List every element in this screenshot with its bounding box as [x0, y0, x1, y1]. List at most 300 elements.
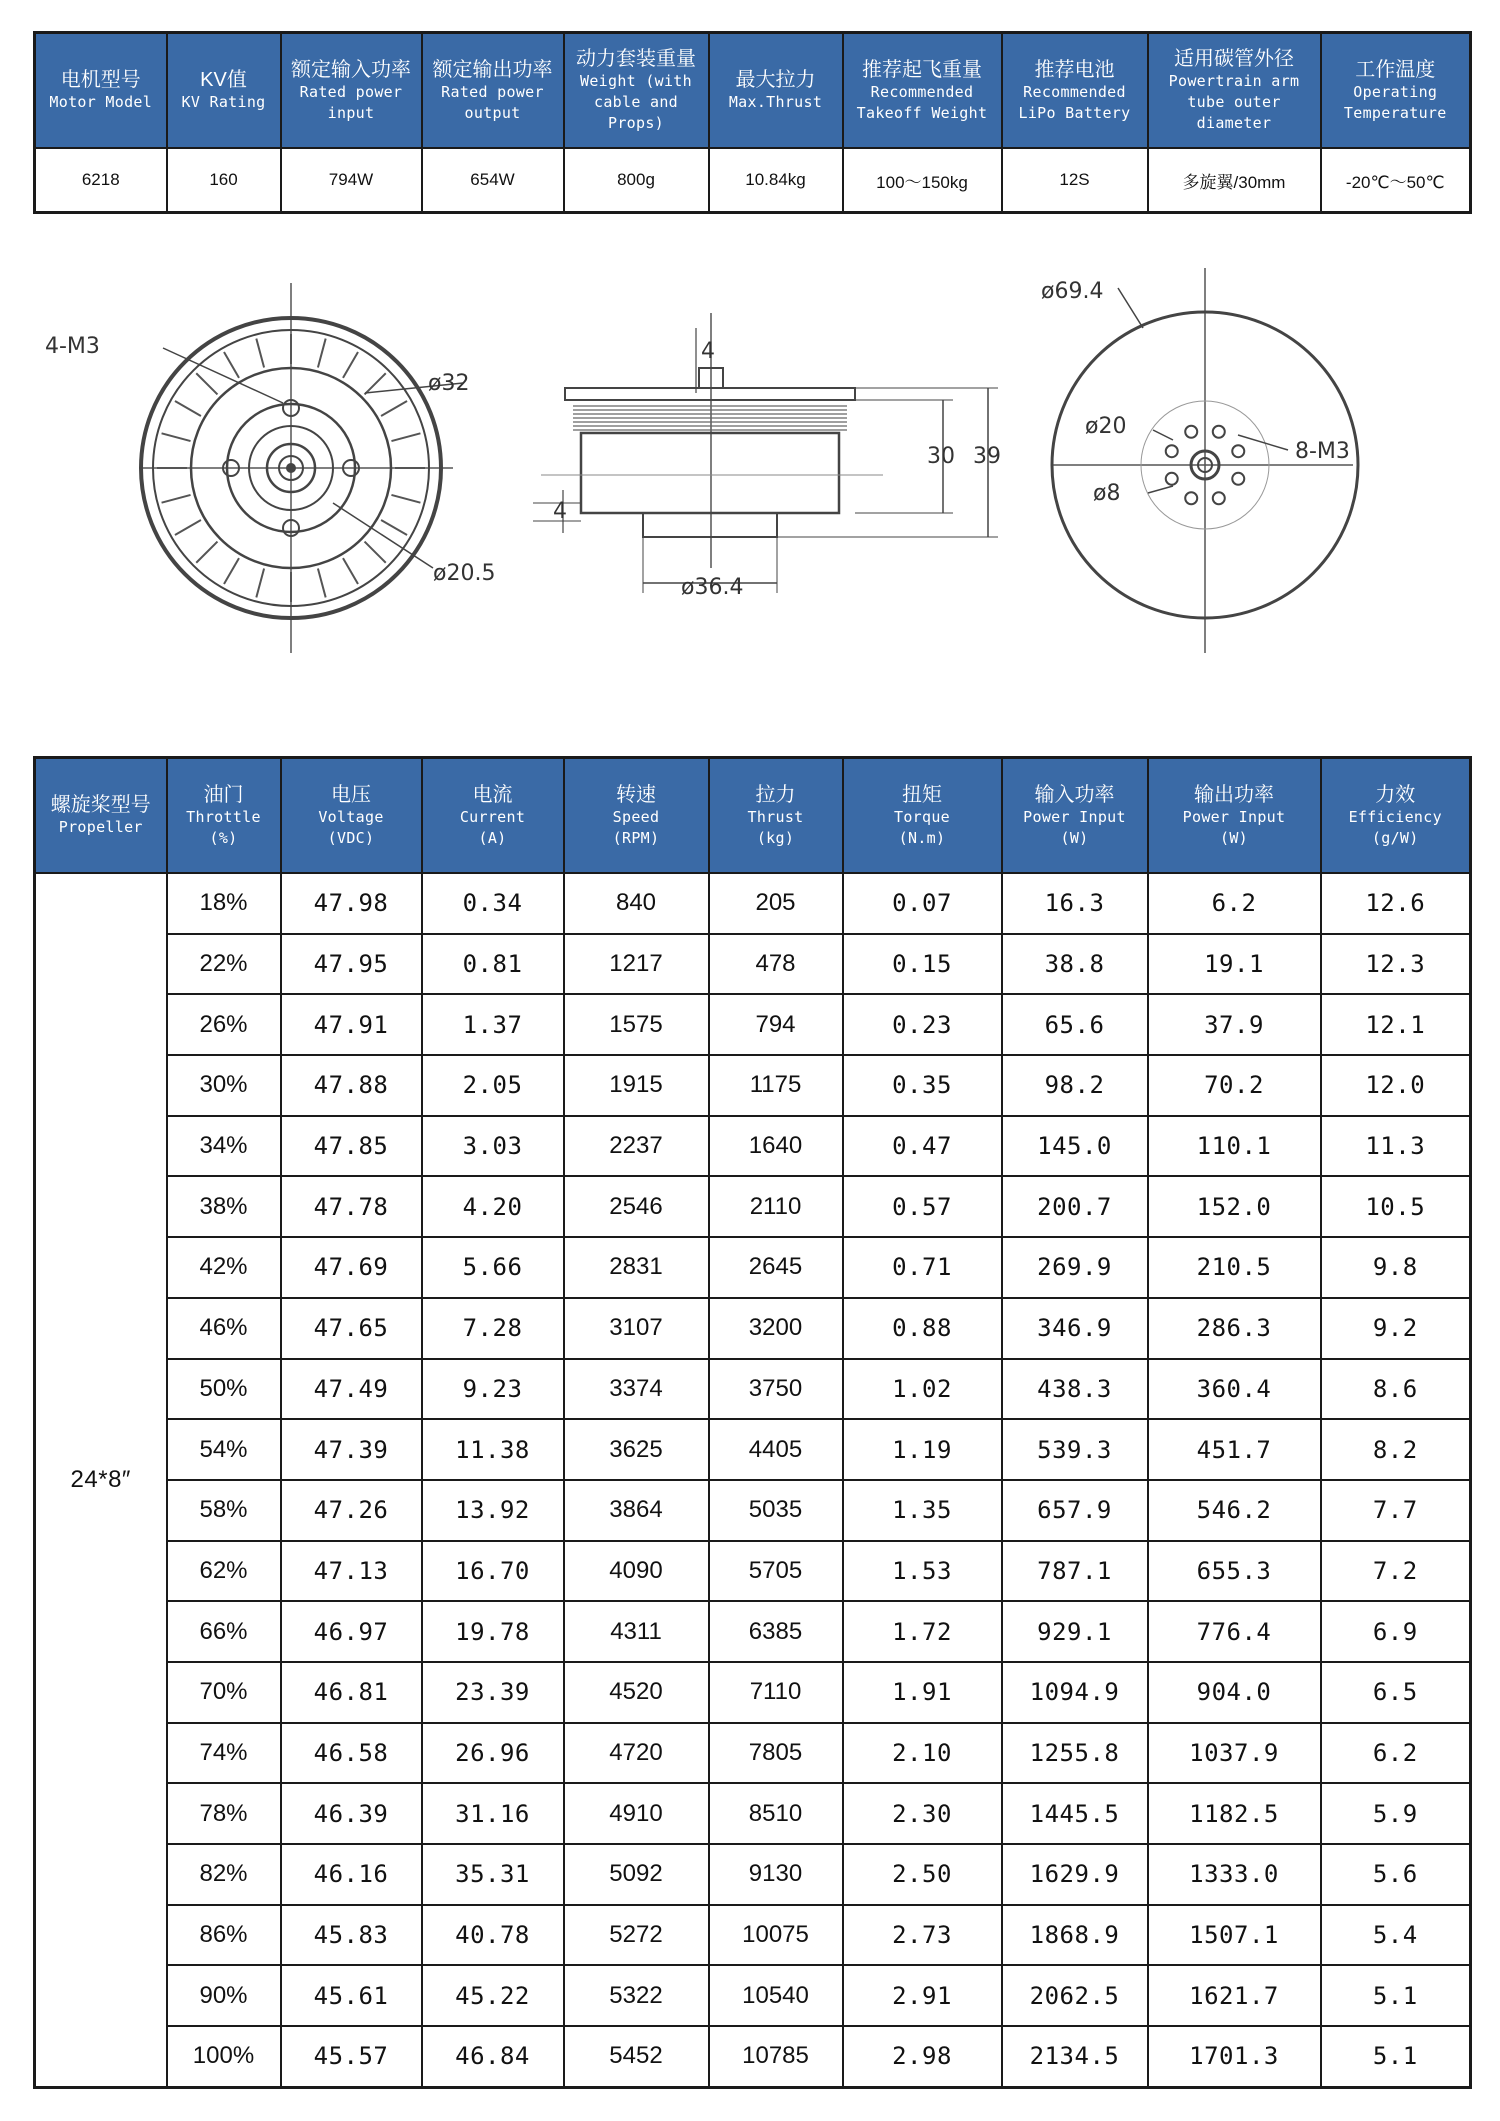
spec-header-cell	[1002, 33, 1148, 149]
front-d20-5-label: ø20.5	[433, 561, 496, 586]
stator-slot-line	[381, 520, 407, 535]
perf-header-cell	[564, 758, 709, 874]
table-cell: 3625	[564, 1419, 709, 1480]
spec-value-cell: 100～150kg	[843, 148, 1002, 213]
table-cell: 4090	[564, 1541, 709, 1602]
table-cell: 46.58	[281, 1723, 422, 1784]
table-cell: 31.16	[422, 1783, 564, 1844]
perf-header-unit: (N.m)	[898, 828, 946, 847]
table-cell: 5.9	[1321, 1783, 1471, 1844]
front-holes-label: 4-M3	[45, 334, 100, 359]
spec-value-cell: 多旋翼/30mm	[1148, 148, 1321, 213]
table-cell: 6385	[709, 1601, 843, 1662]
side-bottom-gap-label: 4	[553, 499, 567, 524]
table-cell: 539.3	[1002, 1419, 1148, 1480]
stator-slot-line	[256, 339, 264, 368]
perf-header-unit: (W)	[1220, 828, 1248, 847]
table-cell: 1701.3	[1148, 2026, 1321, 2087]
spec-header-zh: 电机型号	[60, 69, 141, 91]
table-cell: 794	[709, 994, 843, 1055]
bottom-outer-dia-label: ø69.4	[1041, 279, 1104, 304]
perf-header-zh: 拉力	[755, 783, 796, 806]
table-cell: 904.0	[1148, 1662, 1321, 1723]
table-row	[35, 1905, 1471, 1966]
stator-slot-line	[224, 558, 239, 584]
mount-hole	[1185, 492, 1197, 504]
table-row	[35, 994, 1471, 1055]
perf-body	[35, 873, 1471, 2087]
table-cell: 6.2	[1148, 873, 1321, 934]
perf-header-row	[35, 758, 1471, 874]
perf-header-zh: 输出功率	[1194, 783, 1274, 806]
table-cell: 47.39	[281, 1419, 422, 1480]
spec-header-cell	[1321, 33, 1471, 149]
spec-header-cell	[422, 33, 564, 149]
table-cell: 40.78	[422, 1905, 564, 1966]
motor-dimension-drawing	[33, 228, 1469, 668]
table-row	[35, 1055, 1471, 1116]
spec-value-cell: 12S	[1002, 148, 1148, 213]
table-cell: 4910	[564, 1783, 709, 1844]
table-cell: 10785	[709, 2026, 843, 2087]
table-cell: 269.9	[1002, 1237, 1148, 1298]
table-row	[35, 1844, 1471, 1905]
perf-header-cell	[281, 758, 422, 874]
perf-header-zh: 力效	[1375, 783, 1416, 806]
table-cell: 210.5	[1148, 1237, 1321, 1298]
table-row	[35, 1237, 1471, 1298]
table-cell: 655.3	[1148, 1541, 1321, 1602]
spec-header-zh: KV值	[200, 69, 247, 91]
table-cell: 1.37	[422, 994, 564, 1055]
table-cell: 66%	[167, 1601, 281, 1662]
perf-header-cell	[709, 758, 843, 874]
spec-header-en: Powertrain arm tube outer diameter	[1168, 72, 1300, 132]
table-cell: 1217	[564, 934, 709, 995]
table-row	[35, 1298, 1471, 1359]
perf-header-cell	[1002, 758, 1148, 874]
table-cell: 1.91	[843, 1662, 1002, 1723]
table-cell: 5322	[564, 1965, 709, 2026]
table-cell: 200.7	[1002, 1176, 1148, 1237]
perf-header-en: Power Input	[1023, 807, 1126, 826]
table-cell: 47.85	[281, 1116, 422, 1177]
perf-header-zh: 油门	[203, 783, 244, 806]
spec-header-zh: 适用碳管外径	[1174, 48, 1294, 70]
table-cell: 5.6	[1321, 1844, 1471, 1905]
table-cell: 0.88	[843, 1298, 1002, 1359]
table-cell: 98.2	[1002, 1055, 1148, 1116]
table-cell: 1.02	[843, 1359, 1002, 1420]
perf-header-zh: 输入功率	[1034, 783, 1115, 806]
table-cell: 8510	[709, 1783, 843, 1844]
table-cell: 16.70	[422, 1541, 564, 1602]
stator-slot-line	[391, 433, 420, 441]
perf-header-unit: (W)	[1060, 828, 1089, 847]
table-cell: 7.28	[422, 1298, 564, 1359]
table-cell: 47.95	[281, 934, 422, 995]
table-cell: 3750	[709, 1359, 843, 1420]
table-cell: 10075	[709, 1905, 843, 1966]
motor-spec-table	[33, 31, 1472, 214]
table-cell: 18%	[167, 873, 281, 934]
spec-header-cell	[843, 33, 1002, 149]
table-cell: 35.31	[422, 1844, 564, 1905]
bottom-d20-label: ø20	[1085, 414, 1127, 439]
table-cell: 145.0	[1002, 1116, 1148, 1177]
perf-header-en: Torque	[894, 807, 950, 826]
table-cell: 5.66	[422, 1237, 564, 1298]
side-base-dia-label: ø36.4	[681, 575, 744, 600]
table-cell: 9.23	[422, 1359, 564, 1420]
table-row	[35, 1965, 1471, 2026]
spec-value-cell: -20℃～50℃	[1321, 148, 1471, 213]
table-cell: 50%	[167, 1359, 281, 1420]
propeller-cell: 24*8″	[35, 873, 167, 2087]
mount-hole	[1166, 473, 1178, 485]
table-cell: 205	[709, 873, 843, 934]
spec-header-cell	[167, 33, 281, 149]
table-cell: 1868.9	[1002, 1905, 1148, 1966]
table-row	[35, 873, 1471, 934]
table-cell: 47.26	[281, 1480, 422, 1541]
perf-header-en: Current	[459, 807, 526, 826]
table-cell: 4.20	[422, 1176, 564, 1237]
table-cell: 5035	[709, 1480, 843, 1541]
table-cell: 9.8	[1321, 1237, 1471, 1298]
spec-header-en: KV Rating	[181, 93, 266, 111]
table-cell: 26%	[167, 994, 281, 1055]
table-cell: 2.91	[843, 1965, 1002, 2026]
bottom-holes-label: 8-M3	[1295, 439, 1350, 464]
table-cell: 1575	[564, 994, 709, 1055]
stator-slot-line	[196, 373, 217, 394]
table-cell: 0.07	[843, 873, 1002, 934]
table-cell: 38.8	[1002, 934, 1148, 995]
table-cell: 0.15	[843, 934, 1002, 995]
table-cell: 0.34	[422, 873, 564, 934]
table-cell: 1621.7	[1148, 1965, 1321, 2026]
table-cell: 2546	[564, 1176, 709, 1237]
table-row	[35, 1116, 1471, 1177]
side-view	[533, 313, 1001, 600]
stator-slot-line	[162, 495, 191, 503]
spec-header-en: Operating Temperature	[1343, 82, 1447, 122]
table-cell: 2.05	[422, 1055, 564, 1116]
perf-header-zh: 扭矩	[902, 783, 942, 806]
table-cell: 7.7	[1321, 1480, 1471, 1541]
table-row	[35, 934, 1471, 995]
table-cell: 19.78	[422, 1601, 564, 1662]
spec-header-zh: 额定输入功率	[291, 58, 411, 81]
bottom-d8-label: ø8	[1093, 481, 1121, 506]
table-cell: 19.1	[1148, 934, 1321, 995]
table-cell: 90%	[167, 1965, 281, 2026]
table-cell: 9130	[709, 1844, 843, 1905]
table-cell: 46.84	[422, 2026, 564, 2087]
table-cell: 46.39	[281, 1783, 422, 1844]
table-cell: 5705	[709, 1541, 843, 1602]
stator-slot-line	[175, 401, 201, 416]
table-cell: 2.30	[843, 1783, 1002, 1844]
bottom-view	[1041, 268, 1358, 653]
table-cell: 47.65	[281, 1298, 422, 1359]
perf-header-zh: 电压	[331, 783, 371, 806]
table-row	[35, 1723, 1471, 1784]
table-cell: 776.4	[1148, 1601, 1321, 1662]
table-cell: 1175	[709, 1055, 843, 1116]
stator-slot-line	[175, 520, 201, 535]
table-cell: 82%	[167, 1844, 281, 1905]
table-row	[35, 1480, 1471, 1541]
perf-header-en: Speed	[612, 807, 660, 826]
table-cell: 7.2	[1321, 1541, 1471, 1602]
table-cell: 1037.9	[1148, 1723, 1321, 1784]
stator-slot-line	[256, 568, 264, 597]
table-cell: 2.73	[843, 1905, 1002, 1966]
table-cell: 13.92	[422, 1480, 564, 1541]
stator-slot-line	[162, 433, 191, 441]
table-cell: 360.4	[1148, 1359, 1321, 1420]
table-cell: 86%	[167, 1905, 281, 1966]
table-cell: 16.3	[1002, 873, 1148, 934]
table-cell: 5.4	[1321, 1905, 1471, 1966]
perf-header-en: Thrust	[747, 807, 804, 826]
table-cell: 12.1	[1321, 994, 1471, 1055]
table-cell: 5452	[564, 2026, 709, 2087]
table-cell: 1640	[709, 1116, 843, 1177]
stator-slot-line	[343, 558, 358, 584]
perf-header-unit: (A)	[478, 828, 507, 847]
table-cell: 2237	[564, 1116, 709, 1177]
table-cell: 47.69	[281, 1237, 422, 1298]
table-cell: 1182.5	[1148, 1783, 1321, 1844]
table-cell: 6.9	[1321, 1601, 1471, 1662]
table-cell: 74%	[167, 1723, 281, 1784]
table-cell: 37.9	[1148, 994, 1321, 1055]
table-cell: 1.53	[843, 1541, 1002, 1602]
perf-header-cell	[1148, 758, 1321, 874]
table-cell: 0.57	[843, 1176, 1002, 1237]
table-row	[35, 1783, 1471, 1844]
table-cell: 840	[564, 873, 709, 934]
stator-slot-line	[318, 339, 326, 368]
spec-header-cell	[35, 33, 167, 149]
side-body-height-label: 30	[927, 444, 955, 469]
spec-header-en: Rated power input	[299, 82, 403, 122]
table-cell: 152.0	[1148, 1176, 1321, 1237]
table-cell: 10.5	[1321, 1176, 1471, 1237]
perf-header-en: Propeller	[58, 818, 143, 836]
perf-header-cell	[167, 758, 281, 874]
table-cell: 45.22	[422, 1965, 564, 2026]
table-cell: 23.39	[422, 1662, 564, 1723]
spec-header-zh: 额定输出功率	[432, 58, 553, 81]
table-cell: 11.3	[1321, 1116, 1471, 1177]
spec-header-cell	[1148, 33, 1321, 149]
table-cell: 1445.5	[1002, 1783, 1148, 1844]
table-cell: 1333.0	[1148, 1844, 1321, 1905]
table-row	[35, 1601, 1471, 1662]
table-cell: 546.2	[1148, 1480, 1321, 1541]
stator-slot-line	[318, 568, 326, 597]
table-cell: 46.81	[281, 1662, 422, 1723]
perf-header-en: Voltage	[318, 807, 384, 826]
spec-value-cell: 160	[167, 148, 281, 213]
table-cell: 0.47	[843, 1116, 1002, 1177]
table-cell: 3.03	[422, 1116, 564, 1177]
table-cell: 46.16	[281, 1844, 422, 1905]
table-cell: 58%	[167, 1480, 281, 1541]
mount-hole	[1213, 426, 1225, 438]
spec-header-en: Max.Thrust	[728, 93, 823, 111]
table-cell: 1507.1	[1148, 1905, 1321, 1966]
table-cell: 2831	[564, 1237, 709, 1298]
table-cell: 8.6	[1321, 1359, 1471, 1420]
perf-header-cell	[422, 758, 564, 874]
spec-value-cell: 800g	[564, 148, 709, 213]
table-cell: 46.97	[281, 1601, 422, 1662]
table-cell: 0.23	[843, 994, 1002, 1055]
table-cell: 11.38	[422, 1419, 564, 1480]
spec-value-row	[35, 148, 1471, 213]
table-cell: 1094.9	[1002, 1662, 1148, 1723]
table-cell: 2.10	[843, 1723, 1002, 1784]
spec-header-en: Weight (with cable and Props)	[580, 72, 692, 132]
table-row	[35, 1176, 1471, 1237]
table-cell: 0.81	[422, 934, 564, 995]
table-cell: 47.98	[281, 873, 422, 934]
spec-header-en: Rated power output	[441, 82, 544, 122]
table-cell: 2645	[709, 1237, 843, 1298]
table-cell: 286.3	[1148, 1298, 1321, 1359]
table-cell: 2062.5	[1002, 1965, 1148, 2026]
table-cell: 2.50	[843, 1844, 1002, 1905]
table-cell: 78%	[167, 1783, 281, 1844]
perf-header-unit: (RPM)	[612, 828, 660, 847]
spec-header-zh: 动力套装重量	[576, 48, 696, 70]
table-cell: 4311	[564, 1601, 709, 1662]
spec-value-cell: 654W	[422, 148, 564, 213]
table-cell: 929.1	[1002, 1601, 1148, 1662]
spec-header-cell	[709, 33, 843, 149]
spec-header-zh: 工作温度	[1355, 58, 1436, 81]
table-cell: 438.3	[1002, 1359, 1148, 1420]
table-cell: 9.2	[1321, 1298, 1471, 1359]
table-cell: 47.91	[281, 994, 422, 1055]
mount-hole	[1166, 445, 1178, 457]
stator-slot-line	[391, 495, 420, 503]
table-cell: 2134.5	[1002, 2026, 1148, 2087]
table-cell: 38%	[167, 1176, 281, 1237]
table-cell: 47.78	[281, 1176, 422, 1237]
table-cell: 5272	[564, 1905, 709, 1966]
perf-header-en: Efficiency	[1348, 807, 1442, 826]
table-cell: 0.71	[843, 1237, 1002, 1298]
table-cell: 3374	[564, 1359, 709, 1420]
table-cell: 10540	[709, 1965, 843, 2026]
spec-header-en: Motor Model	[49, 93, 153, 111]
spec-header-en: Recommended LiPo Battery	[1018, 82, 1131, 122]
perf-header-unit: (VDC)	[327, 828, 375, 847]
table-cell: 12.3	[1321, 934, 1471, 995]
table-cell: 5.1	[1321, 1965, 1471, 2026]
table-cell: 3864	[564, 1480, 709, 1541]
table-cell: 0.35	[843, 1055, 1002, 1116]
spec-header-row	[35, 33, 1471, 149]
perf-header-cell	[1321, 758, 1471, 874]
spec-header-zh: 推荐起飞重量	[862, 58, 982, 81]
spec-header-zh: 推荐电池	[1034, 58, 1115, 81]
table-cell: 1.19	[843, 1419, 1002, 1480]
table-cell: 1255.8	[1002, 1723, 1148, 1784]
perf-header-unit: (kg)	[756, 828, 795, 847]
table-cell: 5.1	[1321, 2026, 1471, 2087]
spec-header-en: Recommended Takeoff Weight	[856, 82, 988, 122]
table-cell: 2110	[709, 1176, 843, 1237]
table-cell: 100%	[167, 2026, 281, 2087]
table-cell: 787.1	[1002, 1541, 1148, 1602]
table-cell: 70%	[167, 1662, 281, 1723]
table-cell: 478	[709, 934, 843, 995]
table-cell: 45.57	[281, 2026, 422, 2087]
table-cell: 657.9	[1002, 1480, 1148, 1541]
mount-hole	[1185, 426, 1197, 438]
table-cell: 8.2	[1321, 1419, 1471, 1480]
mount-hole	[1232, 473, 1244, 485]
perf-header-cell	[35, 758, 167, 874]
table-cell: 26.96	[422, 1723, 564, 1784]
table-cell: 70.2	[1148, 1055, 1321, 1116]
mount-hole	[1232, 445, 1244, 457]
front-d32-label: ø32	[428, 371, 470, 396]
table-row	[35, 1662, 1471, 1723]
table-cell: 12.6	[1321, 873, 1471, 934]
table-cell: 30%	[167, 1055, 281, 1116]
side-top-gap-label: 4	[701, 339, 715, 364]
perf-header-zh: 电流	[472, 783, 513, 806]
table-cell: 4405	[709, 1419, 843, 1480]
table-cell: 54%	[167, 1419, 281, 1480]
table-cell: 45.83	[281, 1905, 422, 1966]
table-cell: 65.6	[1002, 994, 1148, 1055]
table-cell: 346.9	[1002, 1298, 1148, 1359]
performance-table	[33, 756, 1472, 2089]
side-total-height-label: 39	[973, 444, 1001, 469]
table-cell: 6.2	[1321, 1723, 1471, 1784]
table-row	[35, 1541, 1471, 1602]
table-cell: 47.88	[281, 1055, 422, 1116]
table-cell: 1915	[564, 1055, 709, 1116]
table-row	[35, 1419, 1471, 1480]
perf-header-zh: 螺旋桨型号	[50, 794, 151, 816]
perf-header-unit: (%)	[209, 828, 238, 847]
table-cell: 4520	[564, 1662, 709, 1723]
spec-value-cell: 10.84kg	[709, 148, 843, 213]
table-cell: 5092	[564, 1844, 709, 1905]
perf-header-en: Throttle	[186, 807, 261, 826]
perf-header-cell	[843, 758, 1002, 874]
table-cell: 7110	[709, 1662, 843, 1723]
table-cell: 2.98	[843, 2026, 1002, 2087]
stator-slot-line	[365, 542, 386, 563]
spec-header-cell	[564, 33, 709, 149]
spec-value-cell: 794W	[281, 148, 422, 213]
table-cell: 42%	[167, 1237, 281, 1298]
perf-header-unit: (g/W)	[1371, 828, 1419, 847]
table-cell: 47.13	[281, 1541, 422, 1602]
table-cell: 12.0	[1321, 1055, 1471, 1116]
